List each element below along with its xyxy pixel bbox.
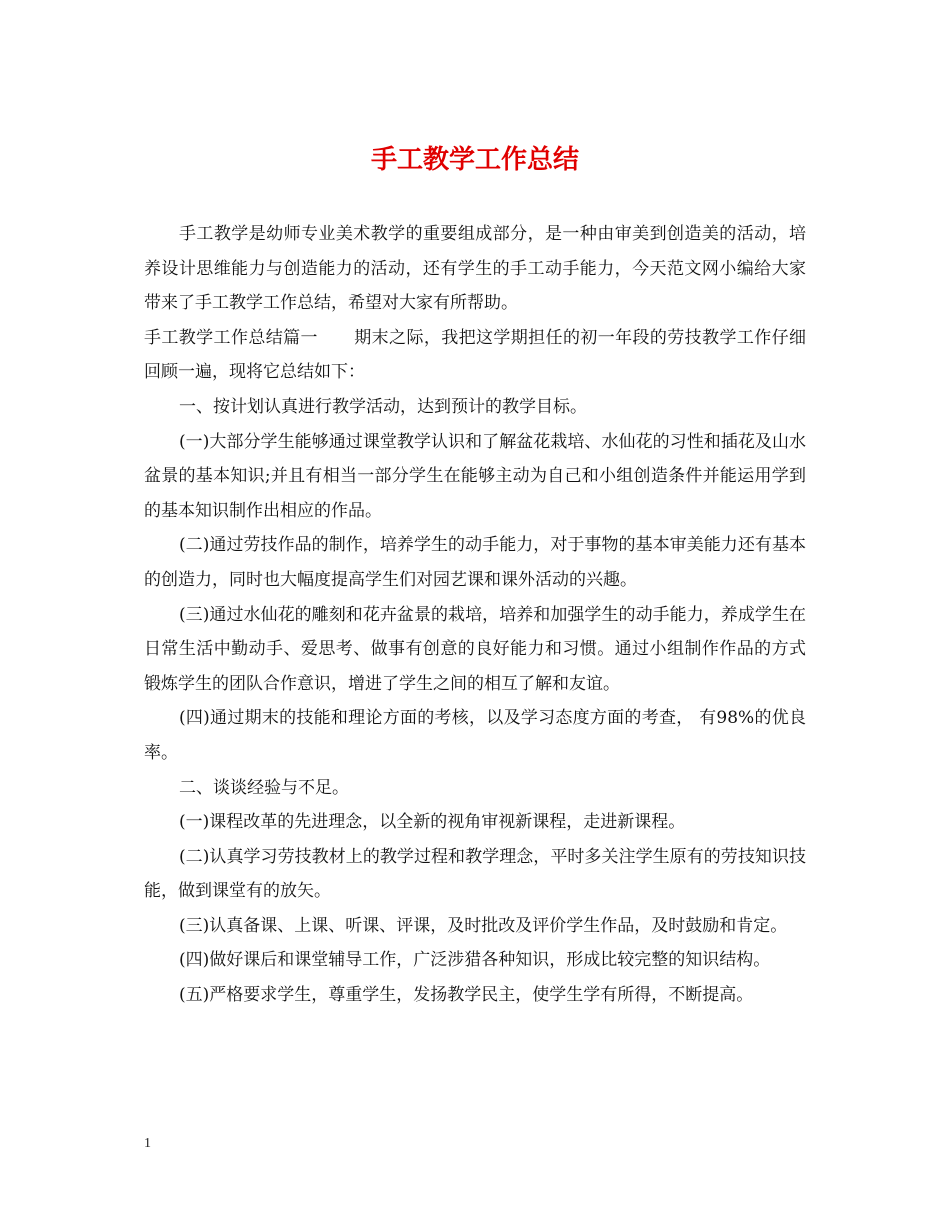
- section-text: 期末之际，我把这学期担任的初一年段的劳技教学工作仔细回顾一遍，现将它总结如下：: [144, 327, 807, 383]
- paragraph-goals-heading: 一、按计划认真进行教学活动，达到预计的教学目标。: [179, 396, 587, 417]
- paragraph-goals-1: (一)大部分学生能够通过课堂教学认识和了解盆花栽培、水仙花的习性和插花及山水盆景的基本知识;并且有相当一部分学生在能够主动为自己和小组创造条件并能运用学到的基本知识制作出相应的作品。: [144, 431, 806, 521]
- paragraph-goals-4: (四)通过期末的技能和理论方面的考核，以及学习态度方面的考查， 有98%的优良率。: [144, 708, 806, 763]
- paragraph-experience-2: (二)认真学习劳技教材上的教学过程和教学理念，平时多关注学生原有的劳技知识技能，做到课堂有的放矢。: [144, 846, 806, 902]
- document-body: [144, 217, 806, 1013]
- paragraph-goals-2: (二)通过劳技作品的制作，培养学生的动手能力，对于事物的基本审美能力还有基本的创造力，同时也大幅度提高学生们对园艺课和课外活动的兴趣。: [144, 535, 806, 590]
- paragraph-experience-1: (一)课程改革的先进理念，以全新的视角审视新课程，走进新课程。: [179, 812, 686, 833]
- paragraph-experience-4: (四)做好课后和课堂辅导工作，广泛涉猎各种知识，形成比较完整的知识结构。: [179, 950, 771, 971]
- paragraph-goals-3: (三)通过水仙花的雕刻和花卉盆景的栽培，培养和加强学生的动手能力，养成学生在日常生活中勤动手、爱思考、做事有创意的良好能力和习惯。通过小组制作作品的方式锻炼学生的团队合作意识，增进了学生之间的相互了解和友谊。: [144, 604, 806, 694]
- section-paragraph: [144, 321, 806, 390]
- paragraph-experience-3: (三)认真备课、上课、听课、评课，及时批改及评价学生作品，及时鼓励和肯定。: [179, 915, 788, 936]
- intro-paragraph: 手工教学是幼师专业美术教学的重要组成部分，是一种由审美到创造美的活动，培养设计思维能力与创造能力的活动，还有学生的手工动手能力，今天范文网小编给大家带来了手工教学工作总结，希望对大家有所帮助。: [144, 224, 806, 314]
- section-label: 手工教学工作总结篇一: [144, 327, 318, 348]
- paragraph-experience-5: (五)严格要求学生，尊重学生，发扬教学民主，使学生学有所得，不断提高。: [179, 985, 754, 1006]
- page-number: 1: [144, 1136, 151, 1151]
- paragraph-experience-heading: 二、谈谈经验与不足。: [179, 777, 349, 798]
- document-title: 手工教学工作总结: [370, 145, 579, 175]
